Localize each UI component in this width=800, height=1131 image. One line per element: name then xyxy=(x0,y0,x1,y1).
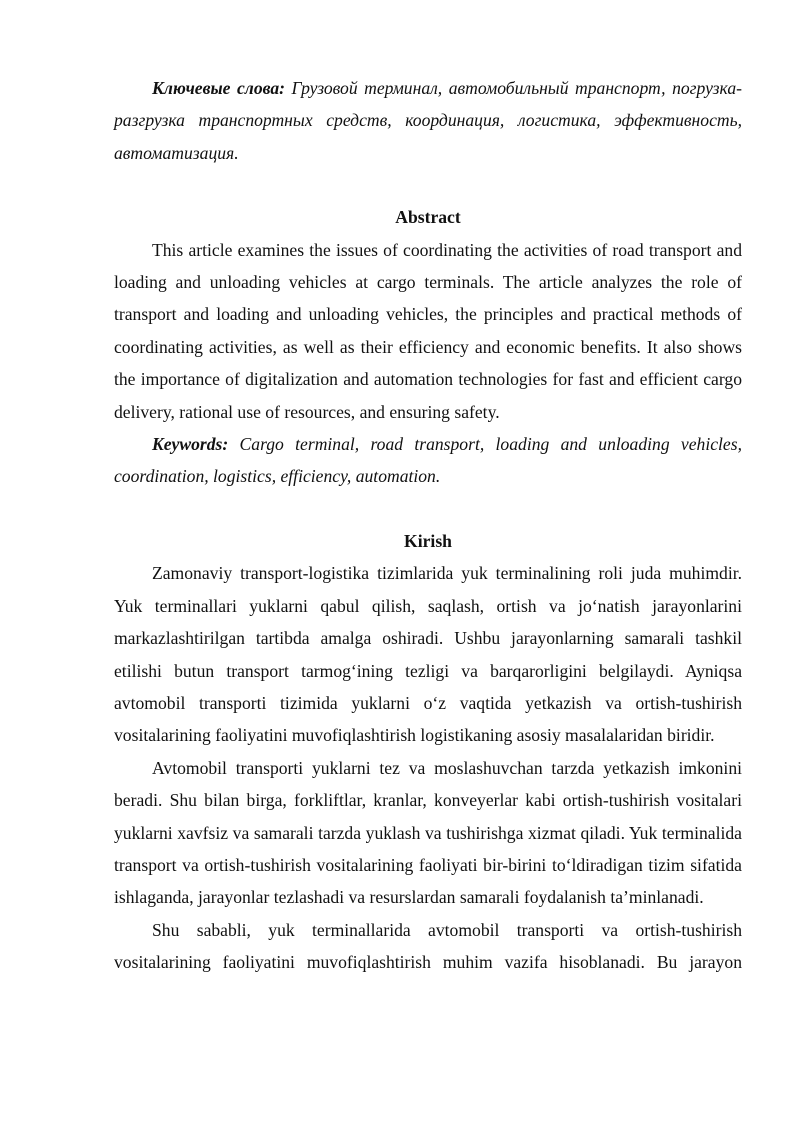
keywords-ru-text: Грузовой терминал, автомобильный транспорт, погрузка-разгрузка транспортных средств, координация, логистика, эффективность, автоматизация. xyxy=(114,78,742,163)
document-page xyxy=(114,72,742,979)
intro-paragraph-1: Zamonaviy transport-logistika tizimlarida yuk terminalining roli juda muhimdir. Yuk terminallari yuklarni qabul qilish, saqlash, ortish va jo‘natish jarayonlarini markazlashtirilgan tartibda amalga oshiradi. Ushbu jarayonlarning samarali tashkil etilishi butun transport tarmog‘ining tezligi va barqarorligini belgilaydi. Ayniqsa avtomobil transporti tizimida yuklarni o‘z vaqtida yetkazish va ortish-tushirish vositalarining faoliyatini muvofiqlashtirish logistikaning asosiy masalalaridan biridir. xyxy=(114,563,742,746)
keywords-ru-block xyxy=(114,72,742,169)
intro-paragraph-2: Avtomobil transporti yuklarni tez va moslashuvchan tarzda yetkazish imkonini beradi. Shu bilan birga, forkliftlar, kranlar, konveyerlar kabi ortish-tushirish vositalari yuklarni xavfsiz va samarali tarzda yuklash va tushirishga xizmat qiladi. Yuk terminalida transport va ortish-tushirish vositalarining faoliyati bir-birini to‘ldiradigan tizim sifatida ishlaganda, jarayonlar tezlashadi va resurslardan samarali foydalanish ta’minlanadi. xyxy=(114,757,742,908)
keywords-en-label: Keywords: xyxy=(152,434,229,455)
intro-heading: Kirish xyxy=(404,530,452,551)
keywords-en-paragraph xyxy=(114,428,742,493)
intro-paragraph-3: Shu sababli, yuk terminallarida avtomobil transporti va ortish-tushirish vositalarining faoliyatini muvofiqlashtirish muhim vazifa hisoblanadi. Bu jarayon xyxy=(114,919,742,973)
abstract-body: This article examines the issues of coordinating the activities of road transport and loading and unloading vehicles at cargo terminals. The article analyzes the role of transport and loading and unloading vehicles, the principles and practical methods of coordinating activities, as well as their efficiency and economic benefits. It also shows the importance of digitalization and automation technologies for fast and efficient cargo delivery, rational use of resources, and ensuring safety. xyxy=(114,239,742,422)
keywords-ru-paragraph xyxy=(114,72,742,169)
keywords-ru-label: Ключевые слова: xyxy=(152,78,286,98)
keywords-en-text: Cargo terminal, road transport, loading and unloading vehicles, coordination, logistics, efficiency, automation. xyxy=(114,434,742,487)
abstract-heading: Abstract xyxy=(395,207,461,228)
